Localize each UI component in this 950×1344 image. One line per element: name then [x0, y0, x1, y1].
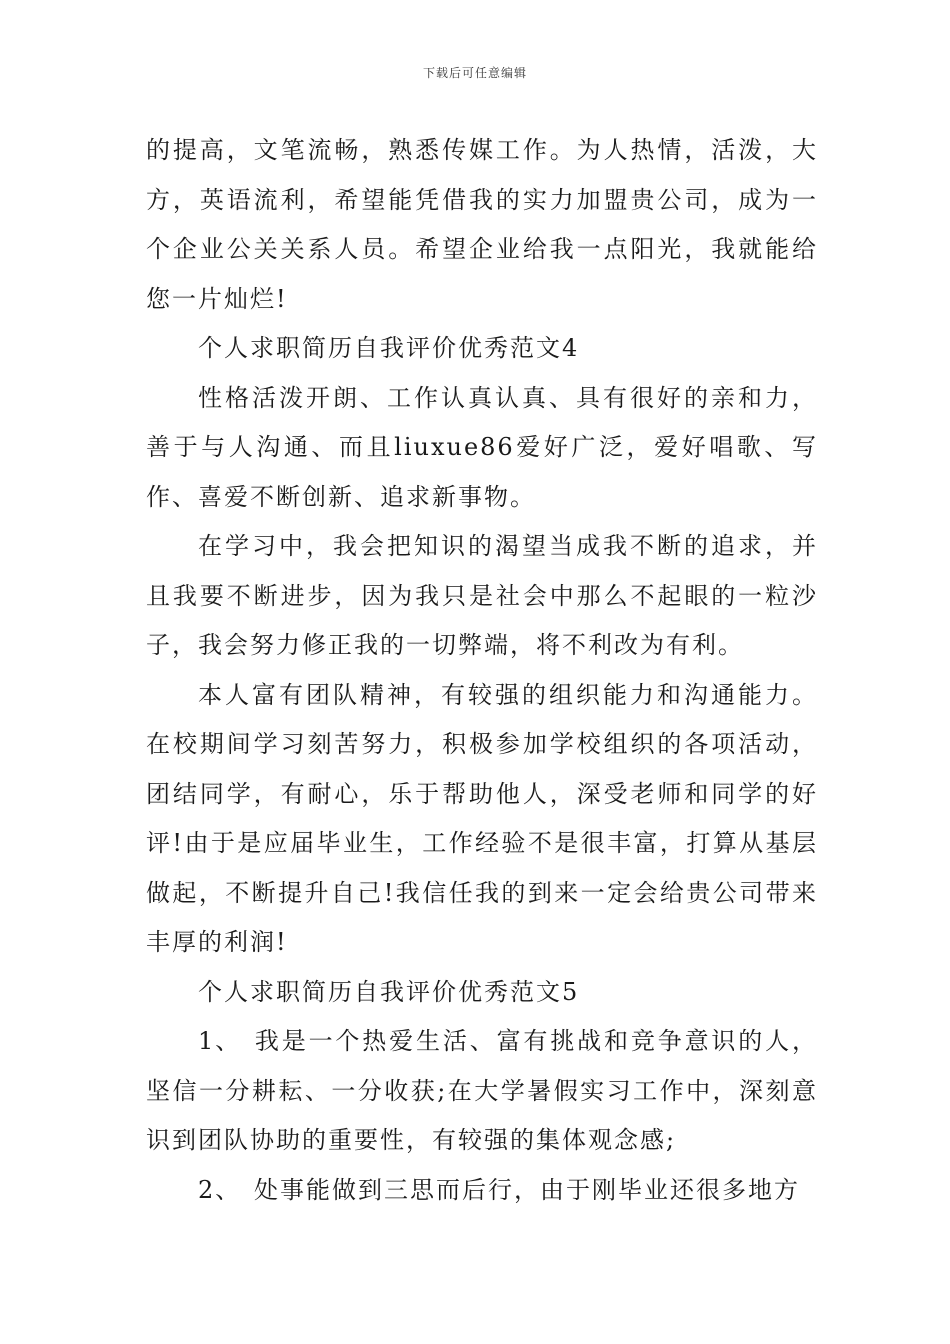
list-item-number: 1、: [198, 1027, 242, 1055]
list-item-text: 处事能做到三思而后行，由于刚毕业还很多地方: [254, 1175, 800, 1204]
paragraph-continued: 的提高，文笔流畅，熟悉传媒工作。为人热情，活泼，大方，英语流利，希望能凭借我的实力加盟贵公司，成为一个企业公关关系人员。希望企业给我一点阳光，我就能给您一片灿烂!: [146, 136, 818, 313]
list-item-text: 我是一个热爱生活、富有挑战和竞争意识的人，坚信一分耕耘、一分收获;在大学暑假实习工作中，深刻意识到团队协助的重要性，有较强的集体观念感;: [146, 1027, 818, 1154]
page-header: 下载后可任意编辑: [422, 66, 527, 80]
section-heading-4: 个人求职简历自我评价优秀范文4: [198, 334, 580, 362]
paragraph-personality: 性格活泼开朗、工作认真认真、具有很好的亲和力，善于与人沟通、而且liuxue86爱好广泛，爱好唱歌、写作、喜爱不断创新、追求新事物。: [146, 383, 818, 511]
paragraph-teamwork: 本人富有团队精神，有较强的组织能力和沟通能力。在校期间学习刻苦努力，积极参加学校组织的各项活动，团结同学，有耐心，乐于帮助他人，深受老师和同学的好评!由于是应届毕业生，工作经验不是很丰富，打算从基层做起，不断提升自己!我信任我的到来一定会给贵公司带来丰厚的利润!: [146, 680, 818, 956]
section-heading-5: 个人求职简历自我评价优秀范文5: [198, 977, 580, 1006]
list-item: [146, 1017, 818, 1166]
list-item-number: 2、: [198, 1175, 242, 1204]
paragraph-learning: 在学习中，我会把知识的渴望当成我不断的追求，并且我要不断进步，因为我只是社会中那么不起眼的一粒沙子，我会努力修正我的一切弊端，将不利改为有利。: [146, 532, 818, 659]
list-item: [146, 1166, 818, 1216]
document-body: [146, 126, 818, 1215]
